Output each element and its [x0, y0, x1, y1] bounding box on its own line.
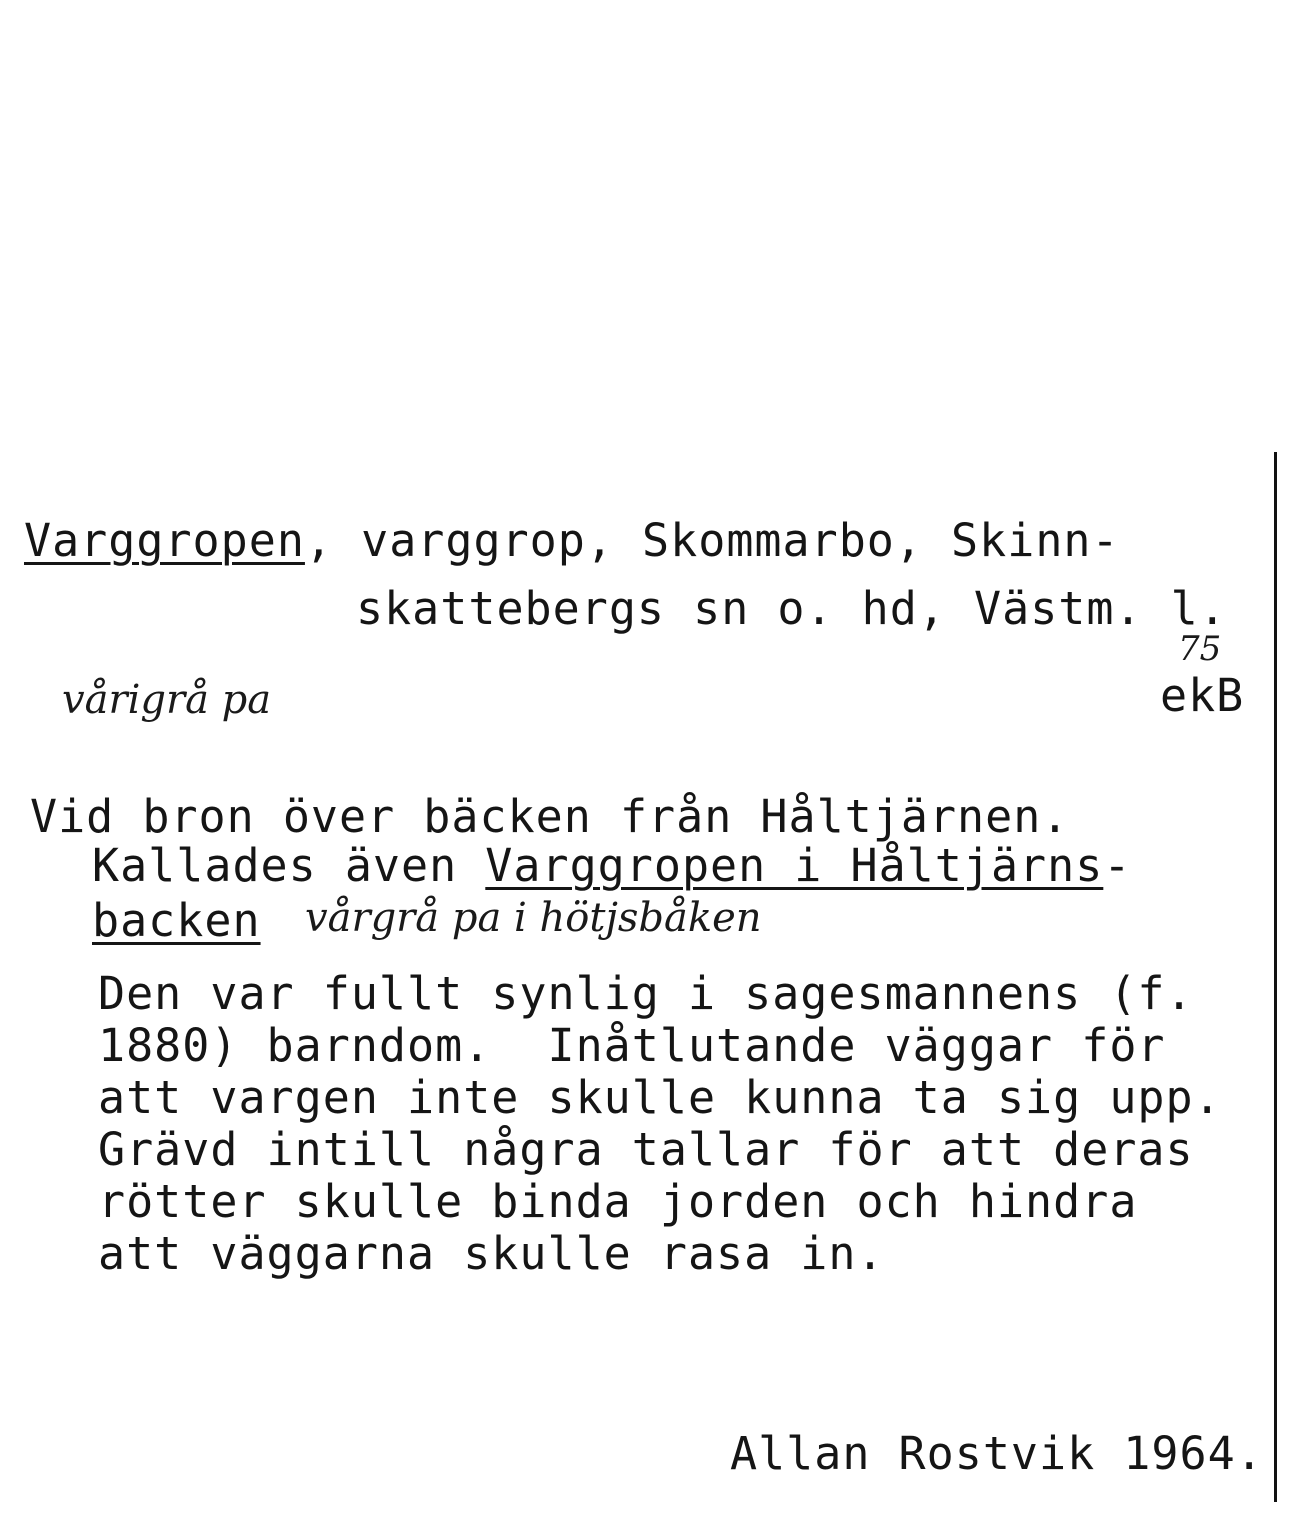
also-called-prefix: Kallades även — [92, 839, 486, 892]
description-line-2: 1880) barndom. Inåtlutande väggar för — [98, 1019, 1166, 1072]
description-line-5: rötter skulle binda jorden och hindra — [98, 1175, 1138, 1228]
header-line-1 — [24, 515, 1120, 567]
handwritten-dialect-form: vårigrå pa — [62, 677, 272, 723]
alt-name-part-2: backen — [92, 894, 261, 947]
alt-name-line-2 — [92, 895, 261, 947]
description-line-4: Grävd intill några tallar för att deras — [98, 1123, 1194, 1176]
also-called-line — [92, 840, 1131, 892]
header-line-2: skattebergs sn o. hd, Västm. l. — [356, 582, 1227, 635]
description-line-6: att väggarna skulle rasa in. — [98, 1227, 885, 1280]
alt-name-hyphen: - — [1103, 839, 1132, 892]
card-edge-line — [1274, 452, 1277, 1502]
alt-name-part-1: Varggropen i Håltjärns — [485, 839, 1104, 892]
headword: Varggropen — [24, 514, 305, 567]
description-line-1: Den var fullt synlig i sagesmannens (f. — [98, 967, 1194, 1020]
handwritten-alt-dialect-form: vårgrå pa i hötjsbåken — [305, 895, 762, 941]
description-line-3: att vargen inte skulle kunna ta sig upp. — [98, 1071, 1222, 1124]
location-line: Vid bron över bäcken från Håltjärnen. — [30, 790, 1070, 843]
handwritten-number: 75 — [1178, 629, 1222, 669]
code-label: ekB — [1160, 669, 1245, 722]
header-line-1-rest: , varggrop, Skommarbo, Skinn- — [304, 514, 1120, 567]
signature-line: Allan Rostvik 1964. — [730, 1427, 1264, 1480]
